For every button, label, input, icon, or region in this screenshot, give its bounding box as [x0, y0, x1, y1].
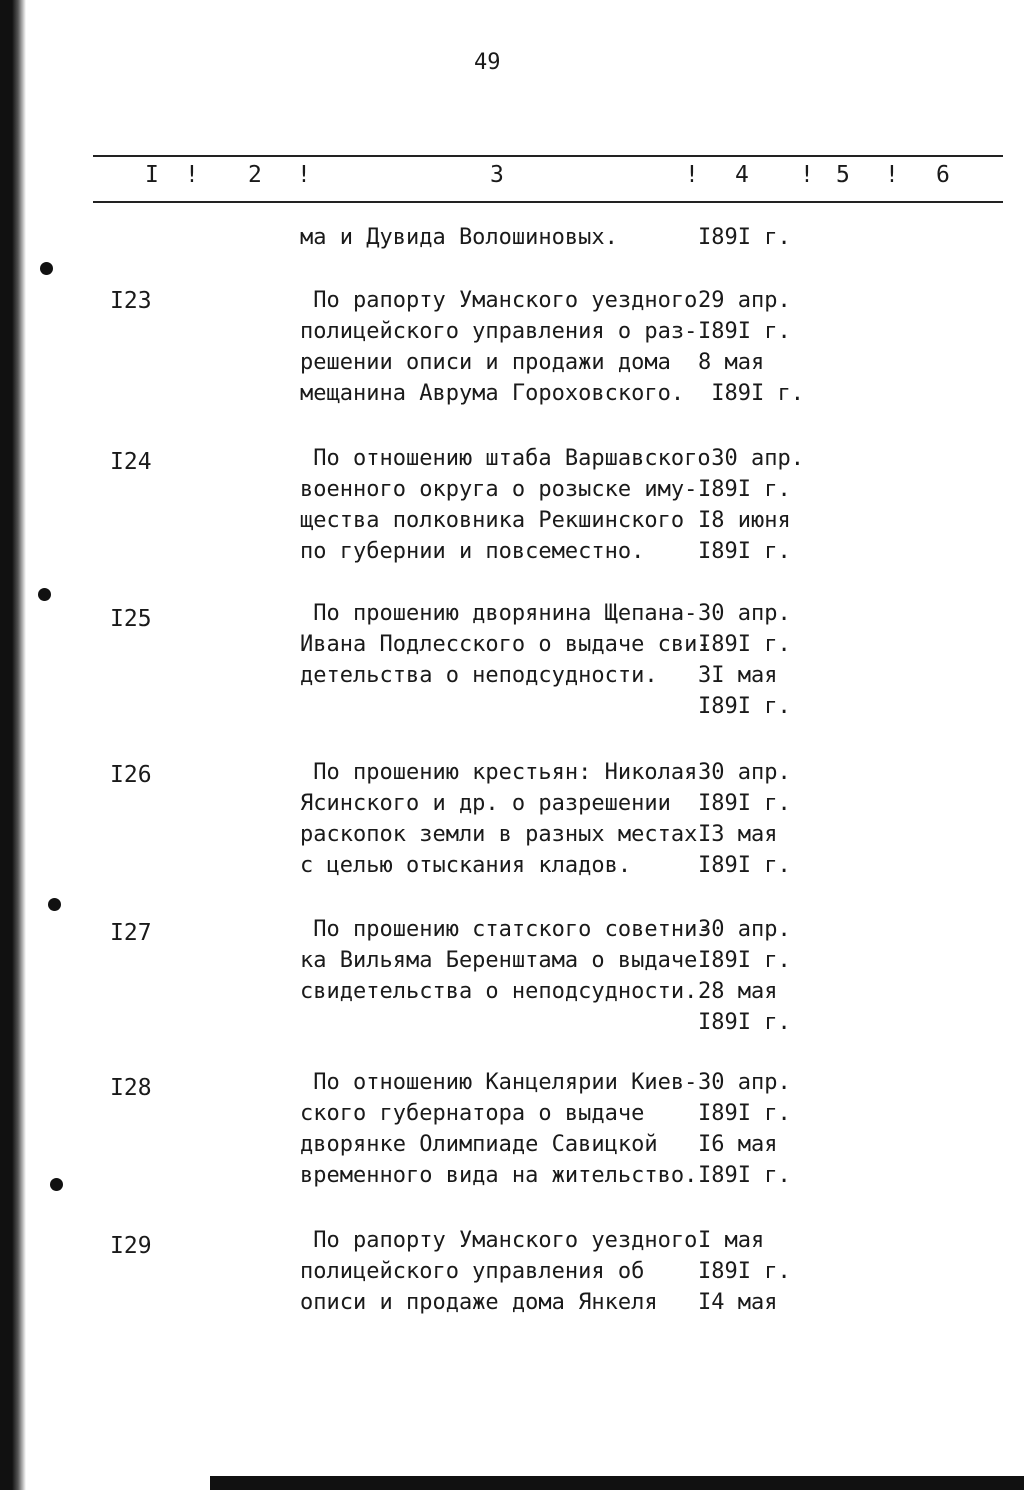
- entry-number: I29: [110, 1233, 152, 1259]
- entry-number: I27: [110, 920, 152, 946]
- header-separator: !: [185, 162, 199, 188]
- header-separator: !: [685, 162, 699, 188]
- entry-dates: I89I г.: [698, 225, 791, 250]
- header-col-2: 2: [248, 162, 262, 188]
- header-separator: !: [297, 162, 311, 188]
- page-number: 49: [474, 50, 501, 75]
- entry-number: I26: [110, 762, 152, 788]
- header-rule-top: [93, 155, 1003, 157]
- entry-description: По прошению дворянина Щепана- Ивана Подлесского о выдаче сви- детельства о неподсудности.: [300, 601, 711, 688]
- entry-dates: I мая I89I г. I4 мая: [698, 1228, 791, 1315]
- header-col-5: 5: [836, 162, 850, 188]
- header-rule-bottom: [93, 201, 1003, 203]
- entry-description: По отношению Канцелярии Киев- ского губернатора о выдаче дворянке Олимпиаде Савицкой временного вида на жительство.: [300, 1070, 698, 1188]
- entry-dates: 30 апр. I89I г. I8 июня I89I г.: [698, 446, 804, 564]
- punch-hole: [50, 1178, 63, 1191]
- punch-hole: [40, 262, 53, 275]
- header-col-6: 6: [936, 162, 950, 188]
- entry-description: ма и Дувида Волошиновых.: [300, 225, 618, 250]
- entry-number: I28: [110, 1075, 152, 1101]
- header-col-1: I: [145, 162, 159, 188]
- entry-description: По рапорту Уманского уездного полицейского управления о раз- решении описи и продажи дома мещанина Аврума Гороховского.: [300, 288, 698, 406]
- entry-number: I24: [110, 449, 152, 475]
- header-col-3: 3: [490, 162, 504, 188]
- entry-description: По прошению крестьян: Николая Ясинского и др. о разрешении раскопок земли в разных местах с целью отыскания кладов.: [300, 760, 698, 878]
- punch-hole: [38, 588, 51, 601]
- column-header: [0, 162, 1024, 192]
- scan-edge-left: [0, 0, 26, 1490]
- header-separator: !: [800, 162, 814, 188]
- entry-dates: 30 апр. I89I г. 3I мая I89I г.: [698, 601, 791, 719]
- entry-dates: 30 апр. I89I г. 28 мая I89I г.: [698, 917, 791, 1035]
- entry-number: I23: [110, 288, 152, 314]
- entry-dates: 30 апр. I89I г. I3 мая I89I г.: [698, 760, 791, 878]
- entry-description: По прошению статского советни- ка Вильяма Беренштама о выдаче свидетельства о неподсудности.: [300, 917, 711, 1004]
- entry-description: По отношению штаба Варшавского военного округа о розыске иму- щества полковника Рекшинского по губернии и повсеместно.: [300, 446, 711, 564]
- header-col-4: 4: [735, 162, 749, 188]
- scan-edge-bottom: [210, 1476, 1024, 1490]
- entry-description: По рапорту Уманского уездного полицейского управления об описи и продаже дома Янкеля: [300, 1228, 698, 1315]
- entry-number: I25: [110, 606, 152, 632]
- entry-dates: 30 апр. I89I г. I6 мая I89I г.: [698, 1070, 791, 1188]
- header-separator: !: [885, 162, 899, 188]
- punch-hole: [48, 898, 61, 911]
- entry-dates: 29 апр. I89I г. 8 мая I89I г.: [698, 288, 804, 406]
